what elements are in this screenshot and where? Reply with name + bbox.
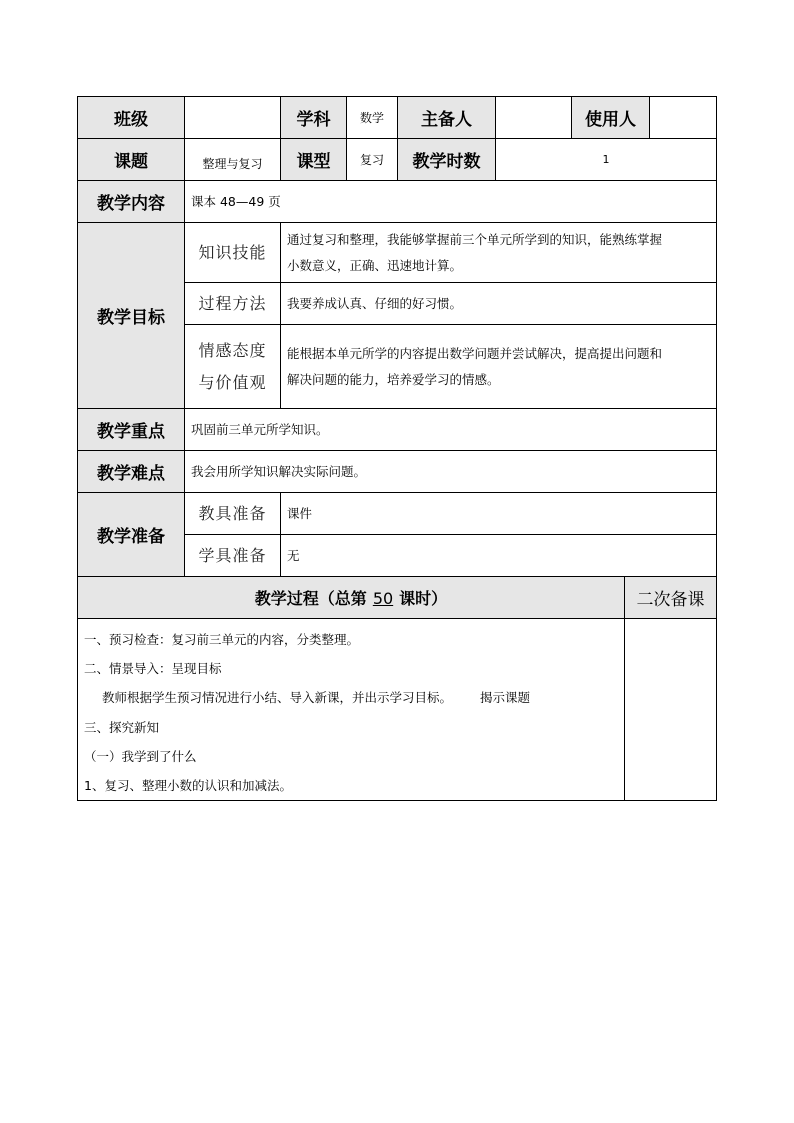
second-prep-body[interactable] — [625, 619, 717, 801]
process-title-prefix: 教学过程（总第 — [254, 589, 367, 608]
emotion-label-line: 与价值观 — [198, 372, 267, 392]
teacher-prep-value[interactable]: 课件 — [281, 493, 717, 535]
content-row — [78, 181, 717, 223]
user-value[interactable] — [650, 97, 717, 139]
emotion-value[interactable] — [281, 325, 717, 409]
reveal-topic-text: 揭示课题 — [480, 690, 531, 706]
topic-value[interactable]: 整理与复习 — [185, 139, 281, 181]
process-line: 1、复习、整理小数的认识和加减法。 — [84, 777, 292, 793]
type-value[interactable]: 复习 — [347, 139, 398, 181]
process-line: 三、探究新知 — [84, 719, 160, 735]
knowledge-line: 通过复习和整理，我能够掌握前三个单元所学到的知识，能熟练掌握 — [287, 231, 663, 247]
second-prep-label: 二次备课 — [625, 577, 717, 619]
process-body[interactable] — [78, 619, 625, 801]
preparer-value[interactable] — [496, 97, 572, 139]
topic-row — [78, 139, 717, 181]
objective-knowledge-row — [78, 223, 717, 283]
process-method-label: 过程方法 — [185, 283, 281, 325]
emotion-label — [185, 325, 281, 409]
emotion-line: 解决问题的能力，培养爱学习的情感。 — [287, 371, 500, 387]
content-value[interactable]: 课本 48—49 页 — [185, 181, 717, 223]
process-title-suffix: 课时） — [399, 589, 448, 608]
difficulties-value[interactable]: 我会用所学知识解决实际问题。 — [185, 451, 717, 493]
process-line: （一）我学到了什么 — [84, 748, 197, 764]
difficulties-row — [78, 451, 717, 493]
process-line-text: 教师根据学生预习情况进行小结、导入新课，并出示学习目标。 — [102, 690, 453, 706]
student-prep-value[interactable]: 无 — [281, 535, 717, 577]
subject-value[interactable]: 数学 — [347, 97, 398, 139]
teacher-prep-label: 教具准备 — [185, 493, 281, 535]
process-line: 二、情景导入：呈现目标 — [84, 661, 222, 677]
knowledge-value[interactable] — [281, 223, 717, 283]
process-title — [78, 577, 625, 619]
emotion-line: 能根据本单元所学的内容提出数学问题并尝试解决，提高提出问题和 — [287, 345, 663, 361]
key-points-row — [78, 409, 717, 451]
key-points-label: 教学重点 — [78, 409, 185, 451]
knowledge-label: 知识技能 — [185, 223, 281, 283]
key-points-value[interactable]: 巩固前三单元所学知识。 — [185, 409, 717, 451]
subject-label: 学科 — [281, 97, 347, 139]
preparation-label: 教学准备 — [78, 493, 185, 577]
preparer-label: 主备人 — [398, 97, 496, 139]
emotion-label-line: 情感态度 — [198, 340, 267, 360]
teacher-prep-row — [78, 493, 717, 535]
class-label: 班级 — [78, 97, 185, 139]
process-body-row — [78, 619, 717, 801]
class-value[interactable] — [185, 97, 281, 139]
process-method-value[interactable]: 我要养成认真、仔细的好习惯。 — [281, 283, 717, 325]
difficulties-label: 教学难点 — [78, 451, 185, 493]
process-header-row — [78, 577, 717, 619]
hours-value[interactable]: 1 — [496, 139, 717, 181]
process-line: 一、预习检查：复习前三单元的内容，分类整理。 — [84, 632, 360, 647]
header-row — [78, 97, 717, 139]
student-prep-label: 学具准备 — [185, 535, 281, 577]
hours-label: 教学时数 — [398, 139, 496, 181]
process-line — [84, 683, 624, 712]
content-label: 教学内容 — [78, 181, 185, 223]
topic-label: 课题 — [78, 139, 185, 181]
lesson-plan-table — [77, 96, 717, 801]
user-label: 使用人 — [572, 97, 650, 139]
knowledge-line: 小数意义，正确、迅速地计算。 — [287, 257, 463, 273]
process-hour-number: 50 — [372, 589, 394, 608]
type-label: 课型 — [281, 139, 347, 181]
objectives-label: 教学目标 — [78, 223, 185, 409]
